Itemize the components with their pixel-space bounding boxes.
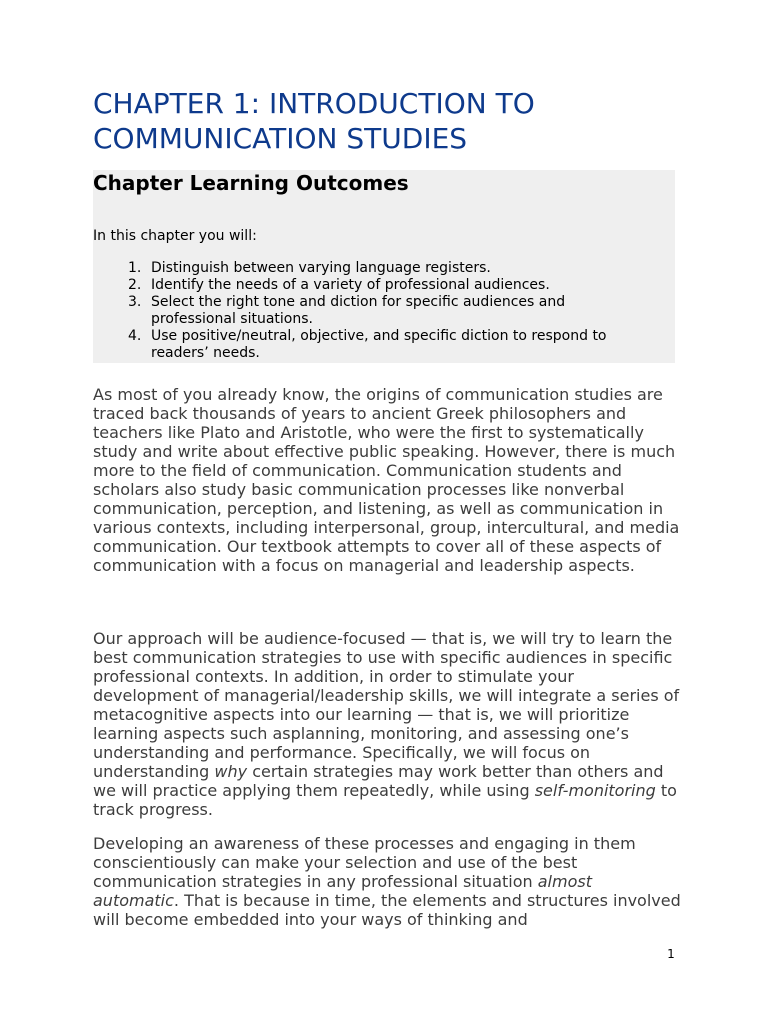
list-item-text: Distinguish between varying language registers.	[151, 260, 491, 276]
paragraph-text: to track progress.	[93, 781, 677, 819]
learning-outcomes-box	[93, 170, 675, 363]
body-paragraph-1: As most of you already know, the origins of communication studies are traced back thousands of years to ancient Greek philosophers and teachers like Plato and Aristotle, who were the first to systematically study and write about effective public speaking. However, there is much more to the field of communication. Communication students and scholars also study basic communication processes like nonverbal communication, perception, and listening, as well as communication in various contexts, including interpersonal, group, intercultural, and media communication. Our textbook attempts to cover all of these aspects of communication with a focus on managerial and leadership aspects.	[93, 385, 680, 575]
paragraph-text: . That is because in time, the elements and structures involved will become embedded into your ways of thinking and	[93, 891, 681, 929]
learning-outcomes-list	[93, 260, 653, 362]
emphasis-text: why	[214, 762, 248, 781]
list-item-text: Use positive/neutral, objective, and specific diction to respond to readers’ needs.	[151, 328, 607, 361]
list-item	[93, 328, 653, 362]
emphasis-text: self-monitoring	[534, 781, 656, 800]
list-item-number: 3.	[128, 294, 142, 310]
list-item-number: 1.	[128, 260, 142, 276]
list-item-text: Identify the needs of a variety of professional audiences.	[151, 277, 550, 293]
list-item-number: 2.	[128, 277, 142, 293]
list-item-text: Select the right tone and diction for specific audiences and professional situations.	[151, 294, 566, 327]
paragraph-text: Our approach will be audience-focused — that is, we will try to learn the best communication strategies to use with specific audiences in specific professional contexts. In addition, in order to stimulate your development of managerial/leadership skills, we will integrate a series of metacognitive aspects into our learning — that is, we will prioritize learning aspects such asplanning, monitoring, and assessing one’s understanding and performance. Specifically, we will focus on understanding	[93, 629, 680, 781]
paragraph-text: certain strategies may work better than others and we will practice applying them repeatedly, while using	[93, 762, 664, 800]
list-item	[93, 294, 653, 328]
list-item-number: 4.	[128, 328, 142, 344]
body-paragraph-2	[93, 629, 683, 819]
chapter-title: CHAPTER 1: INTRODUCTION TO COMMUNICATION STUDIES	[93, 87, 535, 155]
learning-outcomes-heading: Chapter Learning Outcomes	[93, 171, 409, 195]
body-paragraph-3	[93, 834, 683, 929]
learning-outcomes-intro: In this chapter you will:	[93, 228, 257, 244]
page-number: 1	[667, 947, 675, 961]
list-item	[93, 260, 653, 277]
emphasis-text: almost automatic	[93, 872, 592, 910]
paragraph-text: Developing an awareness of these processes and engaging in them conscientiously can make your selection and use of the best communication strategies in any professional situation	[93, 834, 636, 891]
list-item	[93, 277, 653, 294]
